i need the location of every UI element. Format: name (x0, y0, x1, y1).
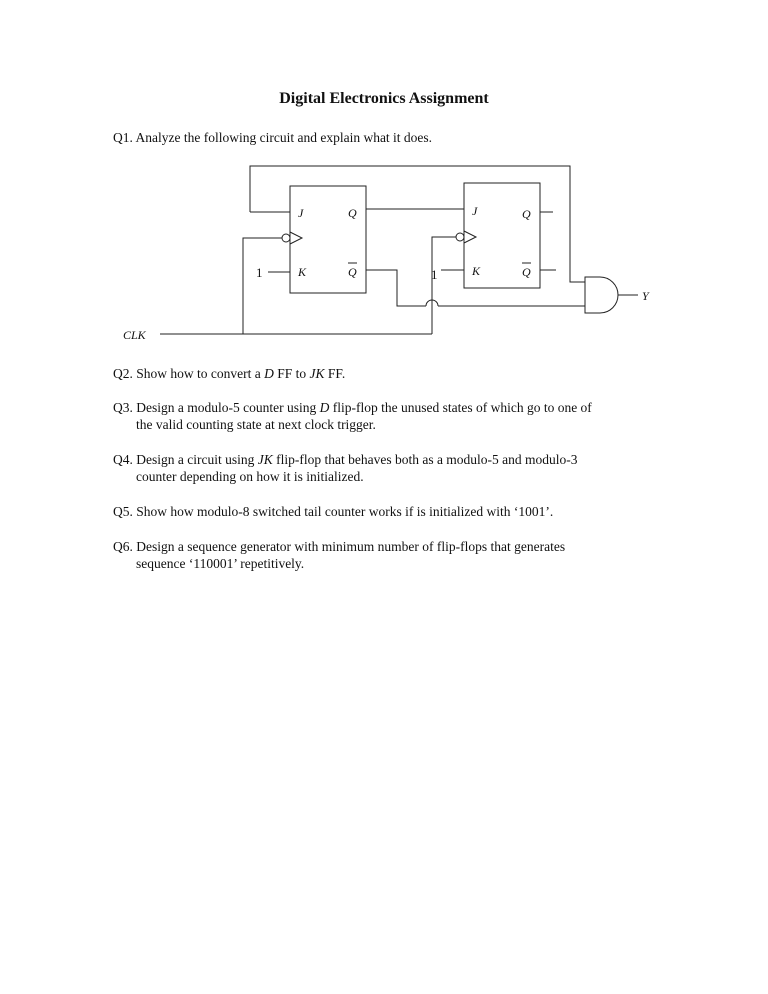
question-4 (113, 451, 673, 485)
ff1-clock-wire (243, 238, 282, 334)
question-text-continuation: the valid counting state at next clock trigger. (136, 417, 376, 432)
question-6 (113, 538, 673, 572)
ff2-j-label: J (472, 204, 478, 218)
question-text-emphasis: D (264, 366, 274, 381)
question-number: Q4. (113, 452, 133, 467)
question-text: FF. (324, 366, 346, 381)
output-label: Y (642, 289, 649, 303)
question-text: Show how to convert a (136, 366, 265, 381)
ff1-clock-triangle (290, 232, 302, 244)
question-number: Q3. (113, 400, 133, 415)
and-gate (585, 277, 618, 313)
question-text-continuation: counter depending on how it is initialized. (136, 469, 364, 484)
question-number: Q6. (113, 539, 133, 554)
question-text: FF to (273, 366, 310, 381)
ff2-clock-wire (432, 237, 456, 334)
question-text: Design a modulo-5 counter using (136, 400, 320, 415)
question-text: Design a sequence generator with minimum number of flip-flops that generates (136, 539, 566, 554)
document-title: Digital Electronics Assignment (279, 90, 489, 107)
ff1-j-label: J (298, 206, 304, 220)
ff2-qbar-label: Q (522, 265, 531, 279)
ff1-k-label: K (298, 265, 307, 279)
ff1-k-constant: 1 (256, 265, 263, 280)
ff2-k-label: K (472, 264, 481, 278)
ff1-qbar-wire (366, 270, 426, 306)
question-text: Design a circuit using (136, 452, 258, 467)
ff2-clock-bubble (456, 233, 464, 241)
ff2-k-constant: 1 (431, 267, 438, 282)
question-number: Q1. (113, 130, 133, 145)
question-text: flip-flop that behaves both as a modulo-5 and modulo-3 (272, 452, 578, 467)
question-text: Analyze the following circuit and explain what it does. (135, 130, 433, 145)
question-text: Show how modulo-8 switched tail counter works if is initialized with ‘1001’. (136, 504, 554, 519)
ff2-q-label: Q (522, 207, 531, 221)
clock-label: CLK (123, 328, 146, 342)
ff1-q-label: Q (348, 206, 357, 220)
question-text-emphasis: JK (309, 366, 325, 381)
question-2 (113, 365, 673, 382)
question-3 (113, 399, 673, 433)
question-5 (113, 503, 673, 520)
ff1-qbar-label: Q (348, 265, 357, 279)
question-number: Q2. (113, 366, 133, 381)
question-number: Q5. (113, 504, 133, 519)
question-text-continuation: sequence ‘110001’ repetitively. (136, 556, 305, 571)
question-text: flip-flop the unused states of which go to one of (329, 400, 592, 415)
ff1-clock-bubble (282, 234, 290, 242)
question-text-emphasis: JK (257, 452, 273, 467)
question-text-emphasis: D (319, 400, 330, 415)
ff2-clock-triangle (464, 231, 476, 243)
